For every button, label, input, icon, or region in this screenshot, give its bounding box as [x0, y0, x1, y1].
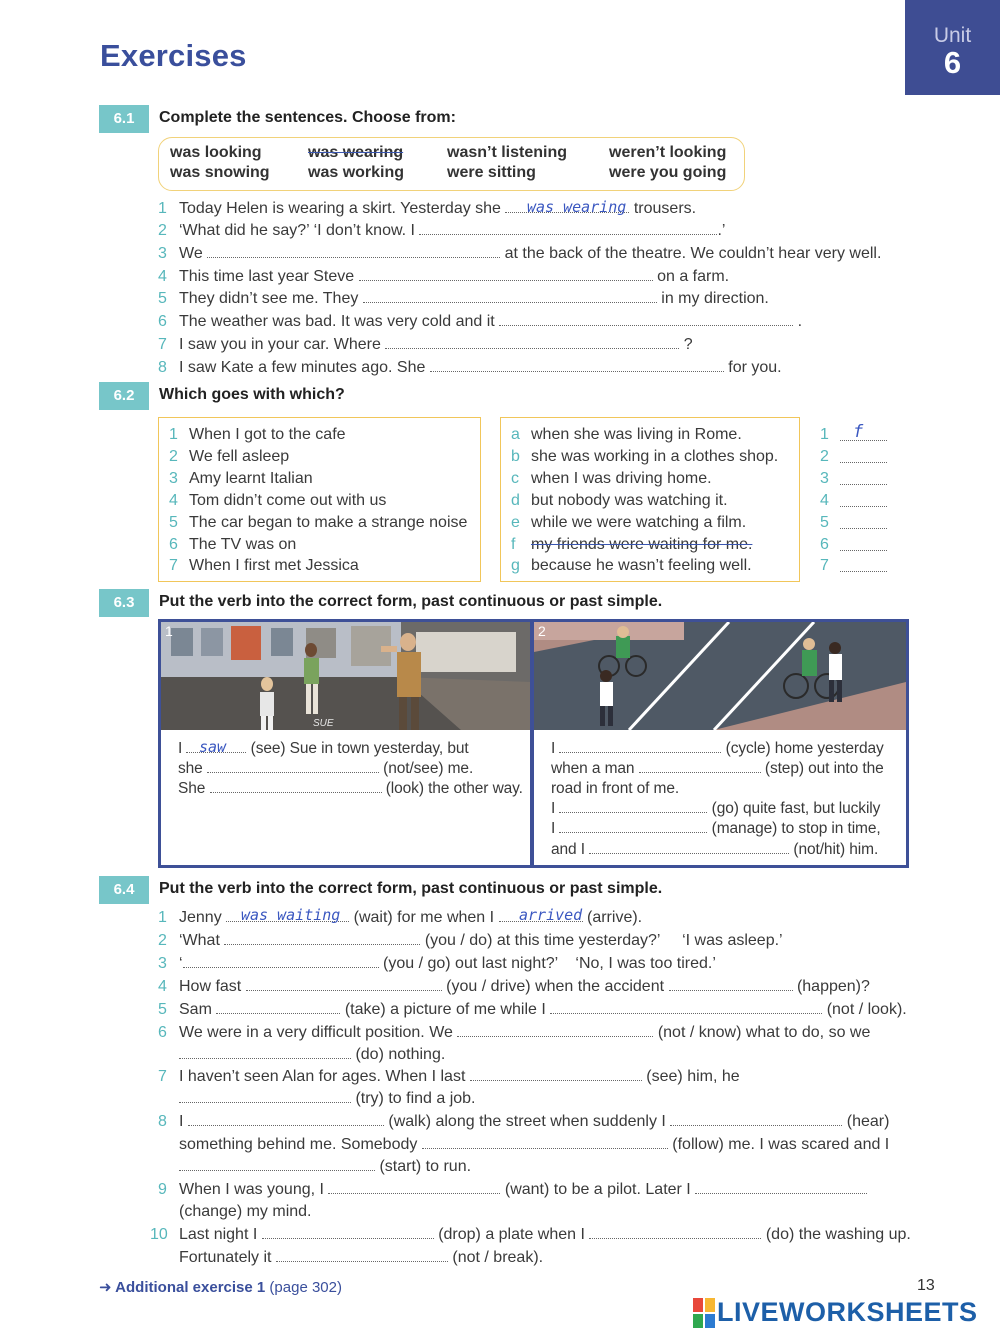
answer-blank[interactable] [179, 1102, 351, 1103]
line-text: (hear) [846, 1113, 890, 1130]
exercise-line [179, 222, 725, 240]
item-number: 3 [158, 245, 167, 262]
line-text: (not/hit) him. [793, 841, 879, 858]
line-text: (step) out into the [764, 760, 884, 777]
answer-blank[interactable] [183, 967, 379, 968]
line-text: I [551, 740, 556, 757]
item-number: 10 [150, 1226, 168, 1243]
answer-number: 7 [820, 557, 829, 574]
answer-blank[interactable] [359, 280, 653, 281]
exercise-line [179, 268, 729, 286]
item-number: 7 [158, 336, 167, 353]
answer-blank[interactable] [470, 1080, 642, 1081]
answer-blank[interactable] [840, 571, 887, 572]
choice-word-used: was wearing [308, 144, 404, 161]
match-right-item: because he wasn’t feeling well. [531, 557, 752, 574]
item-letter: g [511, 557, 520, 574]
handwritten-answer: was wearing [527, 198, 627, 216]
line-text: ‘No, I was too tired.’ [575, 955, 716, 972]
line-text: (you / go) out last night?’ [383, 955, 558, 972]
line-text: ‘ [179, 955, 183, 972]
line-text: trousers. [633, 200, 697, 217]
item-number: 1 [158, 909, 167, 926]
section-badge-6-4: 6.4 [99, 876, 149, 904]
answer-blank[interactable] [363, 302, 657, 303]
exercise-line [551, 760, 884, 778]
section-heading-6-1: Complete the sentences. Choose from: [159, 109, 456, 126]
line-text: (you / drive) when the accident [446, 978, 665, 995]
answer-number: 1 [820, 426, 829, 443]
item-letter: f [511, 536, 516, 553]
line-text: We were in a very difficult position. We [179, 1024, 453, 1041]
exercise-line [179, 1181, 867, 1199]
answer-number: 4 [820, 492, 829, 509]
answer-blank[interactable] [216, 1013, 340, 1014]
answer-number: 2 [820, 448, 829, 465]
line-text: ? [683, 336, 693, 353]
line-text: ‘What did he say?’ ‘I don’t know. I [179, 222, 415, 239]
item-number: 4 [158, 978, 167, 995]
exercise-line [179, 1068, 740, 1086]
line-text: Fortunately it [179, 1249, 272, 1266]
section-heading-6-4: Put the verb into the correct form, past continuous or past simple. [159, 880, 663, 897]
answer-blank[interactable] [669, 990, 793, 991]
additional-exercise-link[interactable] [99, 1278, 342, 1296]
answer-blank[interactable] [840, 528, 887, 529]
answer-number: 3 [820, 470, 829, 487]
handwritten-answer: saw [199, 738, 227, 756]
line-text: I [551, 820, 556, 837]
picture-caption-sue: SUE [313, 718, 334, 729]
exercise-line [179, 290, 769, 308]
line-text: ‘I was asleep.’ [682, 932, 783, 949]
match-left-item: We fell asleep [189, 448, 290, 465]
line-text: How fast [179, 978, 242, 995]
choice-word: was looking [170, 144, 262, 161]
item-number: 8 [158, 1113, 167, 1130]
answer-blank[interactable] [840, 550, 887, 551]
line-text: Jenny [179, 909, 222, 926]
answer-blank[interactable] [207, 257, 500, 258]
match-left-item: When I got to the cafe [189, 426, 346, 443]
match-left-item: The TV was on [189, 536, 297, 553]
line-text: she [178, 760, 203, 777]
exercise-line [179, 336, 693, 354]
answer-blank[interactable] [559, 812, 707, 813]
exercise-line [551, 820, 881, 838]
choice-word: was snowing [170, 164, 270, 181]
liveworksheets-brand: LIVEWORKSHEETS [717, 1297, 978, 1327]
line-text: (do) the washing up. [765, 1226, 911, 1243]
choice-word: were sitting [447, 164, 536, 181]
match-right-item-used: my friends were waiting for me. [531, 536, 753, 553]
line-text: . [797, 313, 803, 330]
item-number: 1 [169, 426, 178, 443]
match-right-item: when I was driving home. [531, 470, 712, 487]
line-text: (start) to run. [379, 1158, 472, 1175]
line-text: (walk) along the street when suddenly I [388, 1113, 666, 1130]
match-left-item: Amy learnt Italian [189, 470, 313, 487]
line-text: (you / do) at this time yesterday?’ [424, 932, 660, 949]
item-letter: c [511, 470, 519, 487]
item-number: 6 [158, 1024, 167, 1041]
section-badge-6-1: 6.1 [99, 105, 149, 133]
exercise-line [179, 1046, 445, 1064]
line-text: .’ [717, 222, 726, 239]
line-text: They didn’t see me. They [179, 290, 359, 307]
answer-blank[interactable] [419, 234, 717, 235]
choice-word: were you going [609, 164, 727, 181]
line-text: I haven’t seen Alan for ages. When I last [179, 1068, 466, 1085]
answer-blank[interactable] [840, 506, 887, 507]
match-right-item: but nobody was watching it. [531, 492, 728, 509]
choice-word: weren’t looking [609, 144, 727, 161]
match-right-item: while we were watching a film. [531, 514, 747, 531]
answer-blank[interactable] [550, 1013, 822, 1014]
exercise-line [179, 932, 783, 950]
item-number: 6 [158, 313, 167, 330]
answer-blank[interactable] [179, 1170, 375, 1171]
exercise-line [179, 1090, 476, 1108]
item-number: 9 [158, 1181, 167, 1198]
handwritten-answer: was waiting [241, 906, 341, 924]
answer-blank[interactable] [422, 1148, 668, 1149]
answer-blank[interactable] [210, 792, 382, 793]
exercise-line [179, 955, 716, 973]
item-number: 3 [169, 470, 178, 487]
answer-blank[interactable] [430, 371, 724, 372]
item-number: 2 [169, 448, 178, 465]
answer-blank[interactable] [670, 1125, 842, 1126]
page-title: Exercises [100, 38, 247, 73]
line-text: Today Helen is wearing a skirt. Yesterday she [179, 200, 501, 217]
line-text: (want) to be a pilot. Later I [504, 1181, 691, 1198]
exercise-line: road in front of me. [551, 780, 680, 797]
line-text: (happen)? [796, 978, 870, 995]
line-text: (follow) me. I was scared and I [672, 1136, 890, 1153]
item-number: 4 [169, 492, 178, 509]
exercise-line [178, 760, 473, 778]
line-text: (see) him, he [646, 1068, 740, 1085]
exercise-line [179, 245, 881, 263]
answer-blank[interactable] [188, 1125, 384, 1126]
section-heading-6-3: Put the verb into the correct form, past continuous or past simple. [159, 593, 663, 610]
line-text: (cycle) home yesterday [725, 740, 884, 757]
item-number: 3 [158, 955, 167, 972]
line-text: I saw Kate a few minutes ago. She [179, 359, 426, 376]
line-text: for you. [728, 359, 782, 376]
item-letter: d [511, 492, 520, 509]
exercise-line [179, 978, 870, 996]
line-text: (not / break). [452, 1249, 544, 1266]
item-number: 1 [158, 200, 167, 217]
line-text: (try) to find a job. [355, 1090, 476, 1107]
line-text: in my direction. [661, 290, 769, 307]
item-number: 5 [169, 514, 178, 531]
exercise-line [179, 359, 782, 377]
match-left-item: The car began to make a strange noise [189, 514, 468, 531]
section-badge-6-3: 6.3 [99, 589, 149, 617]
item-number: 7 [158, 1068, 167, 1085]
exercise-line: (change) my mind. [179, 1203, 312, 1220]
answer-blank[interactable] [840, 462, 887, 463]
answer-number: 5 [820, 514, 829, 531]
item-number: 5 [158, 1001, 167, 1018]
line-text: When I was young, I [179, 1181, 324, 1198]
match-left-item: When I first met Jessica [189, 557, 359, 574]
line-text: (take) a picture of me while I [344, 1001, 546, 1018]
line-text: Sam [179, 1001, 212, 1018]
section-heading-6-2: Which goes with which? [159, 386, 345, 403]
item-number: 5 [158, 290, 167, 307]
page-number: 13 [917, 1277, 935, 1294]
item-number: 6 [169, 536, 178, 553]
answer-blank[interactable] [589, 1238, 761, 1239]
answer-blank[interactable] [559, 752, 721, 753]
answer-blank[interactable] [840, 440, 887, 441]
exercise-line [179, 1113, 889, 1131]
cyclist-scene-illustration [534, 622, 906, 730]
item-number: 2 [158, 932, 167, 949]
answer-blank[interactable] [207, 772, 379, 773]
line-text: (not / know) what to do, so we [657, 1024, 871, 1041]
unit-number: 6 [943, 45, 962, 80]
item-number: 8 [158, 359, 167, 376]
line-text: The weather was bad. It was very cold and it [179, 313, 495, 330]
exercise-line [551, 800, 880, 818]
answer-blank[interactable] [499, 325, 793, 326]
choice-word: wasn’t listening [447, 144, 568, 161]
exercise-line [178, 780, 523, 798]
picture-number: 2 [538, 623, 546, 639]
exercise-line [179, 1249, 543, 1267]
line-text: on a farm. [657, 268, 730, 285]
item-letter: e [511, 514, 520, 531]
answer-blank[interactable] [262, 1238, 434, 1239]
link-page: (page 302) [269, 1279, 342, 1296]
answer-blank[interactable] [589, 853, 789, 854]
line-text: I [179, 1113, 184, 1130]
line-text: (go) quite fast, but luckily [711, 800, 881, 817]
answer-blank[interactable] [179, 1058, 351, 1059]
answer-blank[interactable] [276, 1261, 448, 1262]
line-text: (arrive). [587, 909, 643, 926]
line-text: (manage) to stop in time, [711, 820, 881, 837]
line-text: Last night I [179, 1226, 258, 1243]
answer-blank[interactable] [840, 484, 887, 485]
answer-blank[interactable] [457, 1036, 653, 1037]
line-text: ‘What [179, 932, 220, 949]
line-text: (wait) for me when I [353, 909, 495, 926]
liveworksheets-logo-icon [693, 1298, 715, 1328]
unit-label: Unit [933, 24, 972, 47]
item-number: 7 [169, 557, 178, 574]
line-text: when a man [551, 760, 635, 777]
exercise-line [179, 313, 802, 331]
line-text: This time last year Steve [179, 268, 355, 285]
section-badge-6-2: 6.2 [99, 382, 149, 410]
line-text: at the back of the theatre. We couldn’t hear very well. [504, 245, 882, 262]
answer-blank[interactable] [224, 944, 420, 945]
item-letter: a [511, 426, 520, 443]
line-text: (not / look). [826, 1001, 907, 1018]
exercise-line [179, 1136, 889, 1154]
line-text: (drop) a plate when I [438, 1226, 585, 1243]
answer-blank[interactable] [328, 1193, 500, 1194]
link-label: ➜ Additional exercise 1 [99, 1279, 266, 1296]
line-text: (do) nothing. [355, 1046, 446, 1063]
line-text: I [178, 740, 183, 757]
item-number: 4 [158, 268, 167, 285]
exercise-line [179, 1001, 907, 1019]
answer-number: 6 [820, 536, 829, 553]
answer-blank[interactable] [559, 832, 707, 833]
choice-word: was working [308, 164, 405, 181]
match-right-item: she was working in a clothes shop. [531, 448, 779, 465]
exercise-line [551, 841, 878, 859]
line-text: (not/see) me. [383, 760, 474, 777]
line-text: and I [551, 841, 585, 858]
line-text: I saw you in your car. Where [179, 336, 381, 353]
handwritten-answer: f [853, 422, 864, 442]
exercise-line [179, 1226, 911, 1244]
answer-blank[interactable] [385, 348, 679, 349]
match-left-item: Tom didn’t come out with us [189, 492, 387, 509]
street-scene-illustration [161, 622, 530, 730]
answer-blank[interactable] [695, 1193, 867, 1194]
line-text: (look) the other way. [385, 780, 523, 797]
answer-blank[interactable] [639, 772, 761, 773]
answer-blank[interactable] [246, 990, 442, 991]
line-text: something behind me. Somebody [179, 1136, 418, 1153]
line-text: She [178, 780, 206, 797]
picture-number: 1 [165, 623, 173, 639]
line-text: We [179, 245, 203, 262]
item-letter: b [511, 448, 520, 465]
line-text: (see) Sue in town yesterday, but [250, 740, 469, 757]
match-right-item: when she was living in Rome. [531, 426, 742, 443]
handwritten-answer: arrived [519, 906, 583, 924]
line-text: I [551, 800, 556, 817]
exercise-line [179, 1158, 471, 1176]
exercise-line [179, 1024, 870, 1042]
item-number: 2 [158, 222, 167, 239]
unit-tab [905, 0, 1000, 95]
exercise-line [551, 740, 884, 758]
